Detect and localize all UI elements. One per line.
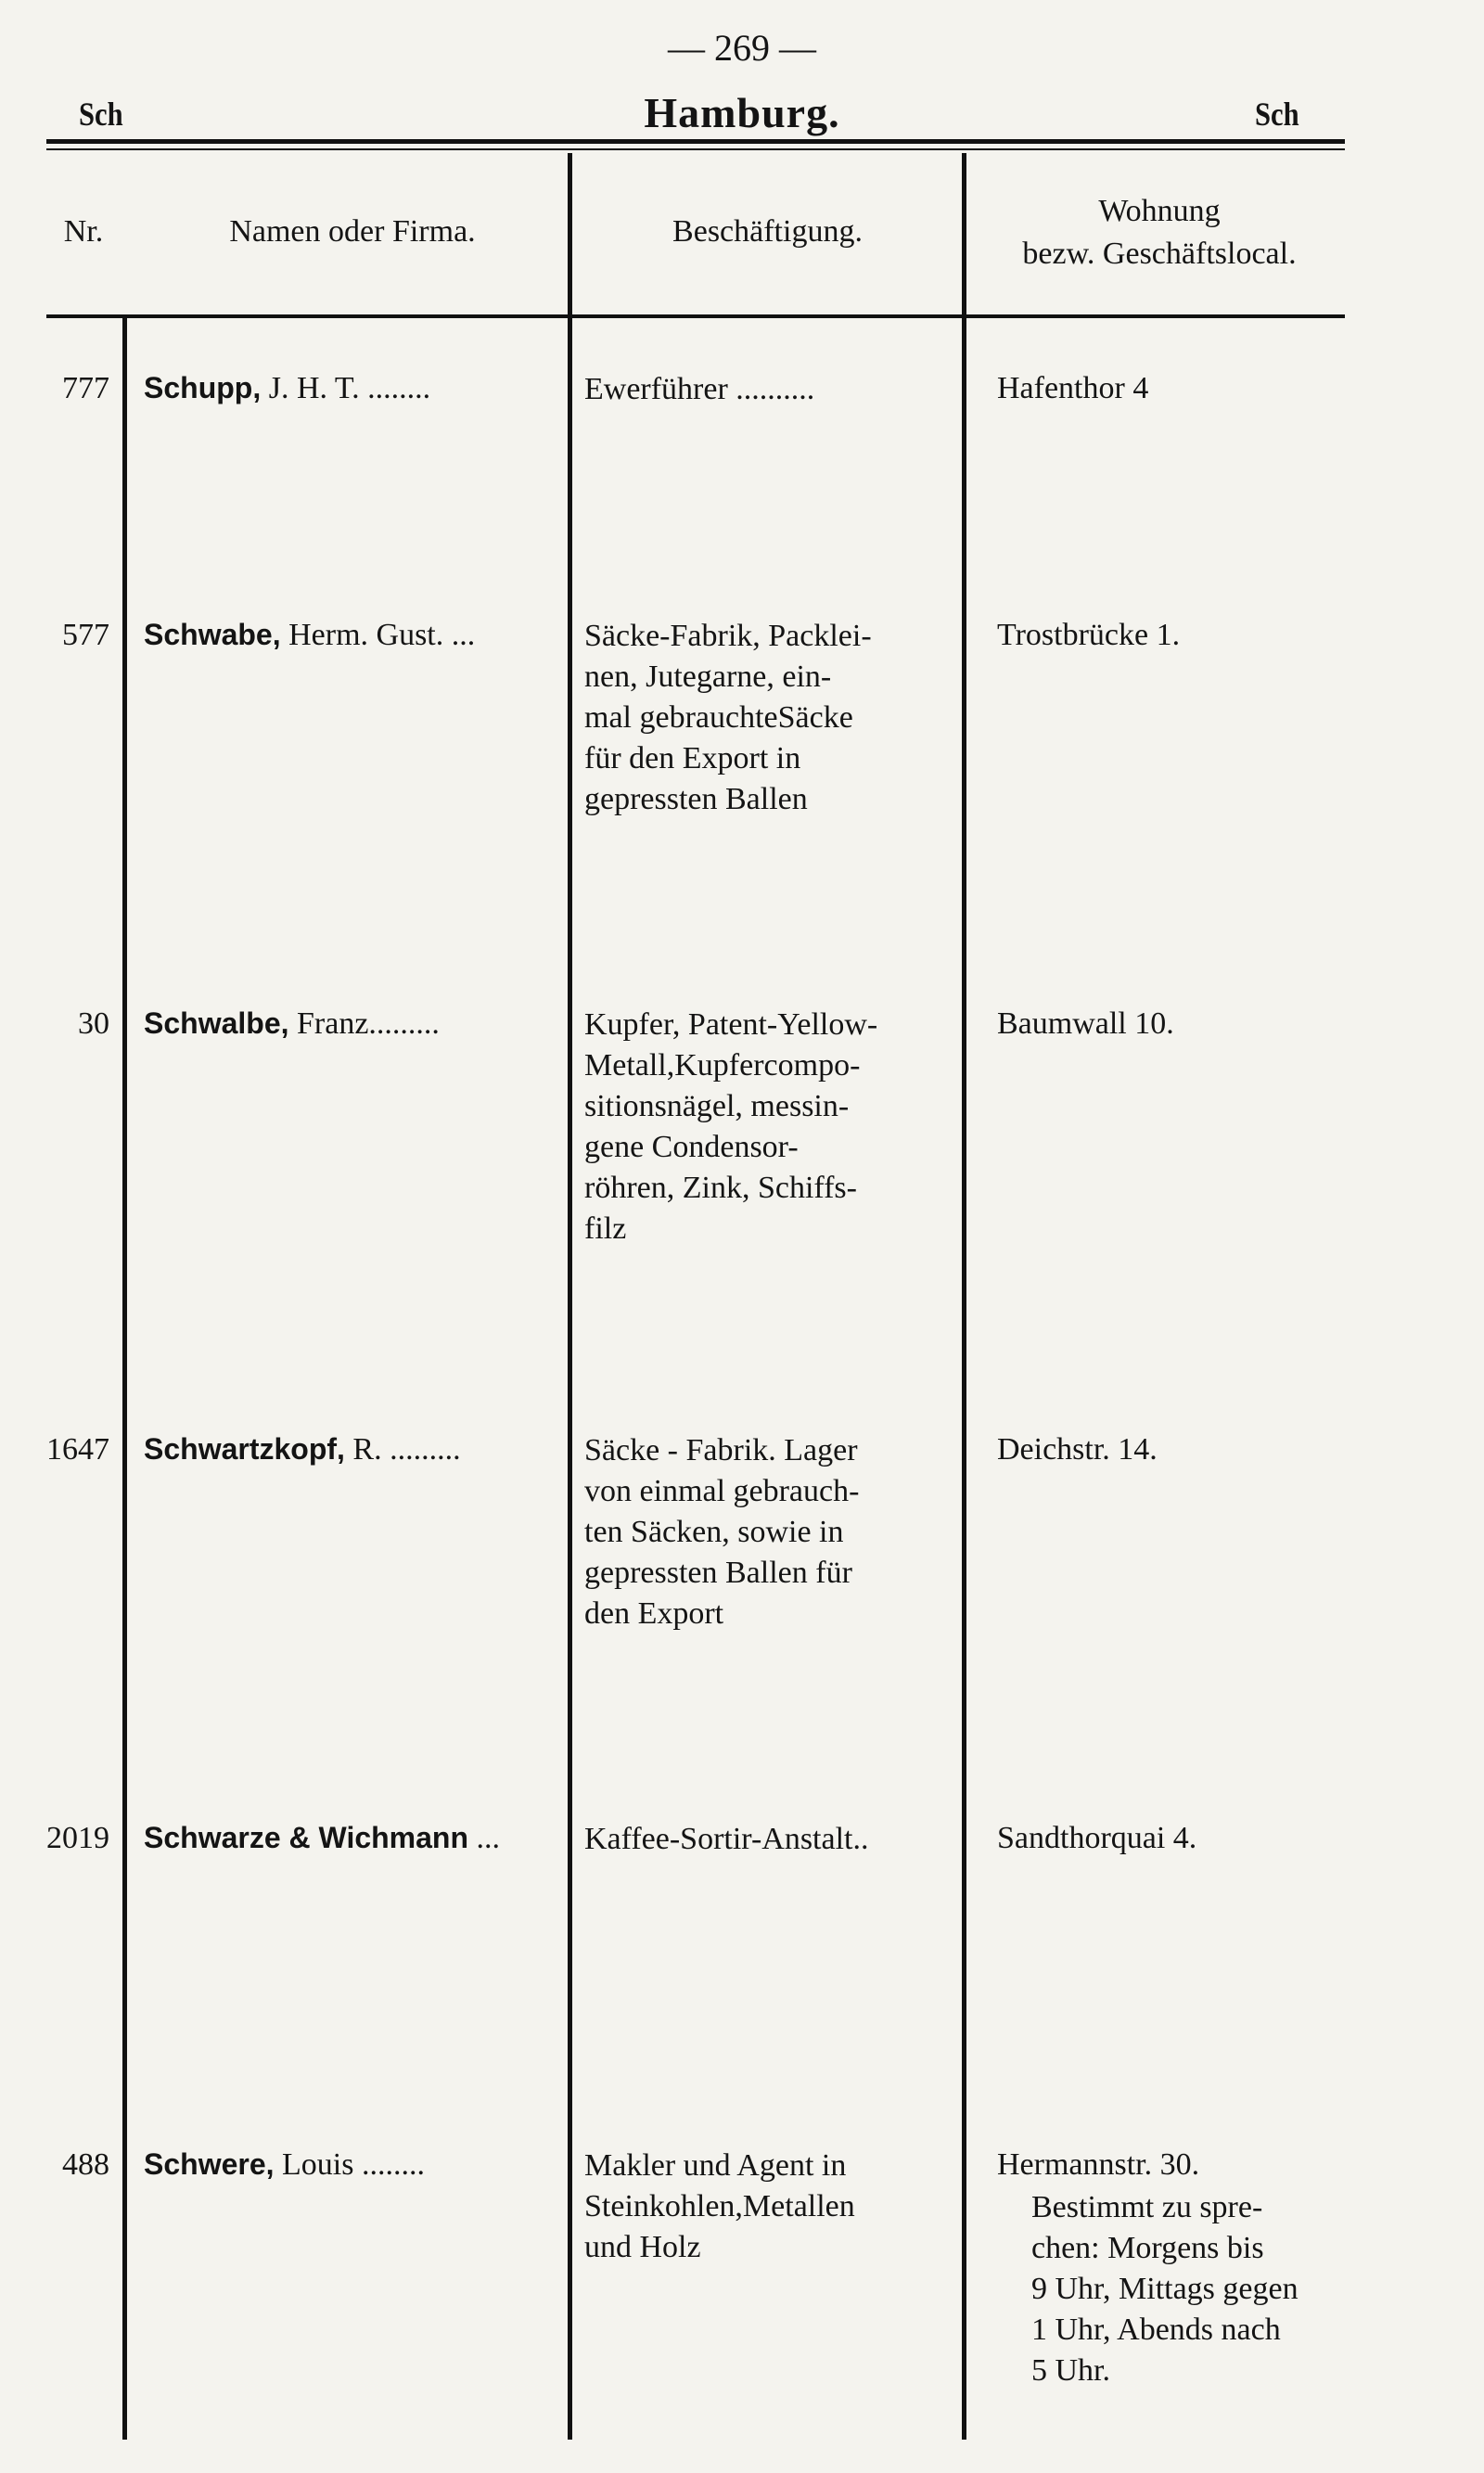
entry-name-given: Herm. Gust. ...	[280, 618, 476, 652]
entry-number: 777	[62, 371, 109, 405]
entry-name	[144, 1821, 500, 1856]
header-left-letters: Sch	[79, 96, 123, 133]
entry-name-surname: Schwere,	[144, 2147, 275, 2181]
entry-name	[144, 1006, 440, 1042]
header-rule-thin	[46, 148, 1345, 150]
entry-address: Hafenthor 4	[997, 371, 1149, 405]
entry-name-surname: Schwalbe,	[144, 1006, 289, 1040]
column-header-occupation: Beschäftigung.	[672, 214, 863, 249]
entry-number: 1647	[46, 1432, 109, 1467]
entry-name-given: Franz.........	[288, 1006, 440, 1041]
entry-name-surname: Schwartzkopf,	[144, 1432, 345, 1466]
entry-address: Sandthorquai 4.	[997, 1821, 1197, 1855]
entry-name	[144, 371, 430, 406]
entry-name-given: ...	[468, 1821, 501, 1855]
page-number: — 269 —	[668, 27, 816, 69]
page-title: Hamburg.	[644, 89, 840, 136]
occupation-column-divider	[962, 153, 966, 2440]
column-header-address-line2: bezw. Geschäftslocal.	[1022, 237, 1297, 271]
entry-number: 30	[78, 1006, 109, 1041]
entry-name-surname: Schwarze & Wichmann	[144, 1821, 469, 1854]
entry-address-note: Bestimmt zu spre- chen: Morgens bis 9 Uhr, Mittags gegen 1 Uhr, Abends nach 5 Uhr.	[1031, 2190, 1298, 2388]
entry-occupation: Kupfer, Patent-Yellow- Metall,Kupfercompo- sitionsnägel, messin- gene Condensor- röhren, Zink, Schiffs- filz	[584, 1007, 878, 1246]
entry-name	[144, 2147, 425, 2183]
entry-occupation: Makler und Agent in Steinkohlen,Metallen und Holz	[584, 2148, 855, 2264]
entry-name-given: Louis ........	[274, 2147, 425, 2182]
header-right-letters: Sch	[1255, 96, 1299, 133]
column-header-nr: Nr.	[63, 214, 104, 249]
entry-address: Trostbrücke 1.	[997, 618, 1181, 652]
entry-number: 577	[62, 618, 109, 652]
column-header-address-line1: Wohnung	[1098, 194, 1221, 228]
entry-address: Baumwall 10.	[997, 1006, 1174, 1041]
entry-address: Hermannstr. 30.	[997, 2147, 1200, 2182]
entry-number: 2019	[46, 1821, 109, 1855]
entry-address: Deichstr. 14.	[997, 1432, 1158, 1467]
entry-name	[144, 618, 475, 653]
entry-name-given: R. .........	[344, 1432, 461, 1467]
header-rule-thick	[46, 139, 1345, 144]
entry-occupation: Säcke-Fabrik, Packlei- nen, Jutegarne, ein- mal gebrauchteSäcke für den Export in gepressten Ballen	[584, 619, 872, 816]
entry-occupation: Ewerführer ..........	[584, 372, 815, 406]
entry-occupation: Säcke - Fabrik. Lager von einmal gebrauch- ten Säcken, sowie in gepressten Ballen für den Export	[584, 1433, 860, 1631]
entry-name-surname: Schupp,	[144, 371, 262, 404]
entry-name-given: J. H. T. ........	[261, 371, 431, 405]
column-header-name: Namen oder Firma.	[229, 214, 476, 249]
entry-occupation: Kaffee-Sortir-Anstalt..	[584, 1822, 869, 1856]
column-header-rule	[46, 314, 1345, 318]
name-column-divider	[568, 153, 572, 2440]
entry-name	[144, 1432, 461, 1467]
entry-number: 488	[62, 2147, 109, 2182]
nr-column-divider	[122, 315, 127, 2440]
entry-name-surname: Schwabe,	[144, 618, 281, 651]
